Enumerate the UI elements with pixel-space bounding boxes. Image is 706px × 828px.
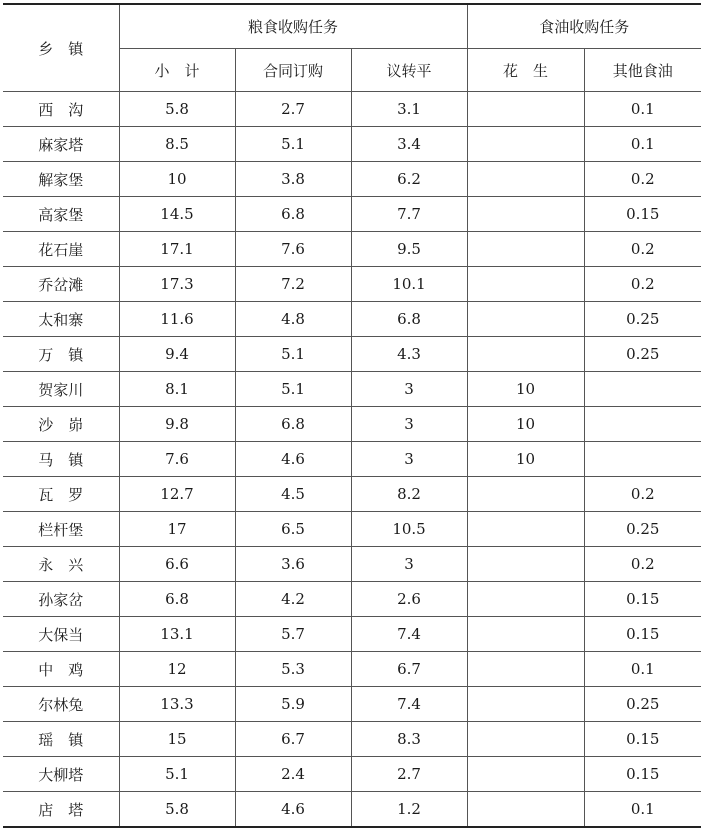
peanut-cell (467, 197, 584, 232)
contract-cell: 5.9 (235, 687, 351, 722)
negotiated-cell: 7.4 (351, 687, 467, 722)
subtotal-cell: 13.3 (119, 687, 235, 722)
contract-cell: 7.6 (235, 232, 351, 267)
other-oil-cell: 0.15 (584, 722, 701, 757)
other-oil-cell: 0.15 (584, 617, 701, 652)
negotiated-cell: 3 (351, 407, 467, 442)
table-row (3, 162, 701, 197)
peanut-cell: 10 (467, 442, 584, 477)
subtotal-cell: 6.6 (119, 547, 235, 582)
contract-cell: 5.1 (235, 127, 351, 162)
contract-cell: 2.7 (235, 92, 351, 127)
town-cell: 孙家岔 (3, 582, 119, 617)
subtotal-cell: 8.5 (119, 127, 235, 162)
other-oil-cell: 0.2 (584, 162, 701, 197)
table-row (3, 547, 701, 582)
other-oil-cell: 0.1 (584, 792, 701, 828)
contract-cell: 6.8 (235, 197, 351, 232)
table-row (3, 582, 701, 617)
contract-cell: 7.2 (235, 267, 351, 302)
negotiated-cell: 6.7 (351, 652, 467, 687)
negotiated-cell: 8.2 (351, 477, 467, 512)
negotiated-cell: 3 (351, 442, 467, 477)
town-cell: 店 塔 (3, 792, 119, 828)
town-cell: 大柳塔 (3, 757, 119, 792)
other-oil-cell: 0.15 (584, 197, 701, 232)
other-oil-cell: 0.15 (584, 757, 701, 792)
negotiated-cell: 8.3 (351, 722, 467, 757)
contract-cell: 4.8 (235, 302, 351, 337)
peanut-cell (467, 92, 584, 127)
peanut-cell (467, 547, 584, 582)
town-cell: 乔岔滩 (3, 267, 119, 302)
negotiated-cell: 6.2 (351, 162, 467, 197)
negotiated-cell: 3.1 (351, 92, 467, 127)
contract-cell: 4.6 (235, 442, 351, 477)
table-row (3, 302, 701, 337)
town-cell: 太和寨 (3, 302, 119, 337)
town-cell: 麻家塔 (3, 127, 119, 162)
negotiated-cell: 10.5 (351, 512, 467, 547)
other-oil-cell: 0.25 (584, 512, 701, 547)
subtotal-cell: 6.8 (119, 582, 235, 617)
subtotal-cell: 17 (119, 512, 235, 547)
negotiated-cell: 6.8 (351, 302, 467, 337)
subtotal-cell: 5.8 (119, 792, 235, 828)
other-oil-cell: 0.1 (584, 127, 701, 162)
contract-cell: 3.6 (235, 547, 351, 582)
negotiated-cell: 3 (351, 547, 467, 582)
negotiated-cell: 7.4 (351, 617, 467, 652)
peanut-cell (467, 477, 584, 512)
other-oil-cell (584, 407, 701, 442)
table-row (3, 232, 701, 267)
subtotal-cell: 8.1 (119, 372, 235, 407)
peanut-cell (467, 337, 584, 372)
contract-cell: 5.3 (235, 652, 351, 687)
subtotal-cell: 14.5 (119, 197, 235, 232)
table-row (3, 372, 701, 407)
contract-cell: 6.7 (235, 722, 351, 757)
table-row (3, 722, 701, 757)
contract-cell: 2.4 (235, 757, 351, 792)
town-cell: 万 镇 (3, 337, 119, 372)
peanut-cell (467, 302, 584, 337)
contract-cell: 5.7 (235, 617, 351, 652)
subtotal-cell: 10 (119, 162, 235, 197)
peanut-cell (467, 582, 584, 617)
peanut-header: 花 生 (467, 49, 584, 92)
town-cell: 西 沟 (3, 92, 119, 127)
subtotal-header: 小 计 (119, 49, 235, 92)
contract-cell: 6.8 (235, 407, 351, 442)
town-cell: 马 镇 (3, 442, 119, 477)
negotiated-header: 议转平 (351, 49, 467, 92)
peanut-cell: 10 (467, 407, 584, 442)
negotiated-cell: 9.5 (351, 232, 467, 267)
contract-purchase-header: 合同订购 (235, 49, 351, 92)
table-row (3, 687, 701, 722)
other-oil-cell (584, 372, 701, 407)
table-row (3, 92, 701, 127)
subtotal-cell: 9.4 (119, 337, 235, 372)
peanut-cell: 10 (467, 372, 584, 407)
grain-procurement-header: 粮食收购任务 (119, 4, 467, 49)
peanut-cell (467, 127, 584, 162)
subtotal-cell: 7.6 (119, 442, 235, 477)
town-cell: 解家堡 (3, 162, 119, 197)
contract-cell: 6.5 (235, 512, 351, 547)
other-oil-cell (584, 442, 701, 477)
town-column-header: 乡 镇 (3, 4, 119, 92)
procurement-table (3, 3, 701, 828)
negotiated-cell: 10.1 (351, 267, 467, 302)
other-oil-cell: 0.25 (584, 687, 701, 722)
table-row (3, 407, 701, 442)
contract-cell: 5.1 (235, 372, 351, 407)
contract-cell: 4.5 (235, 477, 351, 512)
contract-cell: 4.2 (235, 582, 351, 617)
negotiated-cell: 7.7 (351, 197, 467, 232)
town-cell: 中 鸡 (3, 652, 119, 687)
subtotal-cell: 5.8 (119, 92, 235, 127)
other-oil-header: 其他食油 (584, 49, 701, 92)
oil-procurement-header: 食油收购任务 (467, 4, 701, 49)
peanut-cell (467, 757, 584, 792)
negotiated-cell: 3 (351, 372, 467, 407)
subtotal-cell: 9.8 (119, 407, 235, 442)
other-oil-cell: 0.2 (584, 477, 701, 512)
town-cell: 栏杆堡 (3, 512, 119, 547)
other-oil-cell: 0.15 (584, 582, 701, 617)
other-oil-cell: 0.25 (584, 302, 701, 337)
negotiated-cell: 2.6 (351, 582, 467, 617)
other-oil-cell: 0.1 (584, 652, 701, 687)
table-row (3, 652, 701, 687)
table-row (3, 512, 701, 547)
subtotal-cell: 15 (119, 722, 235, 757)
table-row (3, 267, 701, 302)
table-row (3, 792, 701, 828)
negotiated-cell: 1.2 (351, 792, 467, 828)
table-row (3, 197, 701, 232)
table-row (3, 617, 701, 652)
subtotal-cell: 12 (119, 652, 235, 687)
town-cell: 尔林兔 (3, 687, 119, 722)
negotiated-cell: 2.7 (351, 757, 467, 792)
table-row (3, 127, 701, 162)
contract-cell: 4.6 (235, 792, 351, 828)
peanut-cell (467, 722, 584, 757)
table-row (3, 442, 701, 477)
negotiated-cell: 4.3 (351, 337, 467, 372)
town-cell: 瓦 罗 (3, 477, 119, 512)
town-cell: 高家堡 (3, 197, 119, 232)
other-oil-cell: 0.2 (584, 547, 701, 582)
table-row (3, 757, 701, 792)
table-body (3, 92, 701, 828)
peanut-cell (467, 267, 584, 302)
other-oil-cell: 0.1 (584, 92, 701, 127)
peanut-cell (467, 617, 584, 652)
peanut-cell (467, 792, 584, 828)
subtotal-cell: 17.1 (119, 232, 235, 267)
subtotal-cell: 11.6 (119, 302, 235, 337)
subtotal-cell: 13.1 (119, 617, 235, 652)
subtotal-cell: 5.1 (119, 757, 235, 792)
town-cell: 永 兴 (3, 547, 119, 582)
table-row (3, 477, 701, 512)
peanut-cell (467, 232, 584, 267)
other-oil-cell: 0.25 (584, 337, 701, 372)
contract-cell: 3.8 (235, 162, 351, 197)
peanut-cell (467, 512, 584, 547)
town-cell: 大保当 (3, 617, 119, 652)
town-cell: 瑶 镇 (3, 722, 119, 757)
town-cell: 花石崖 (3, 232, 119, 267)
other-oil-cell: 0.2 (584, 267, 701, 302)
peanut-cell (467, 687, 584, 722)
negotiated-cell: 3.4 (351, 127, 467, 162)
town-cell: 沙 峁 (3, 407, 119, 442)
subtotal-cell: 12.7 (119, 477, 235, 512)
town-cell: 贺家川 (3, 372, 119, 407)
subtotal-cell: 17.3 (119, 267, 235, 302)
other-oil-cell: 0.2 (584, 232, 701, 267)
peanut-cell (467, 162, 584, 197)
contract-cell: 5.1 (235, 337, 351, 372)
peanut-cell (467, 652, 584, 687)
table-row (3, 337, 701, 372)
